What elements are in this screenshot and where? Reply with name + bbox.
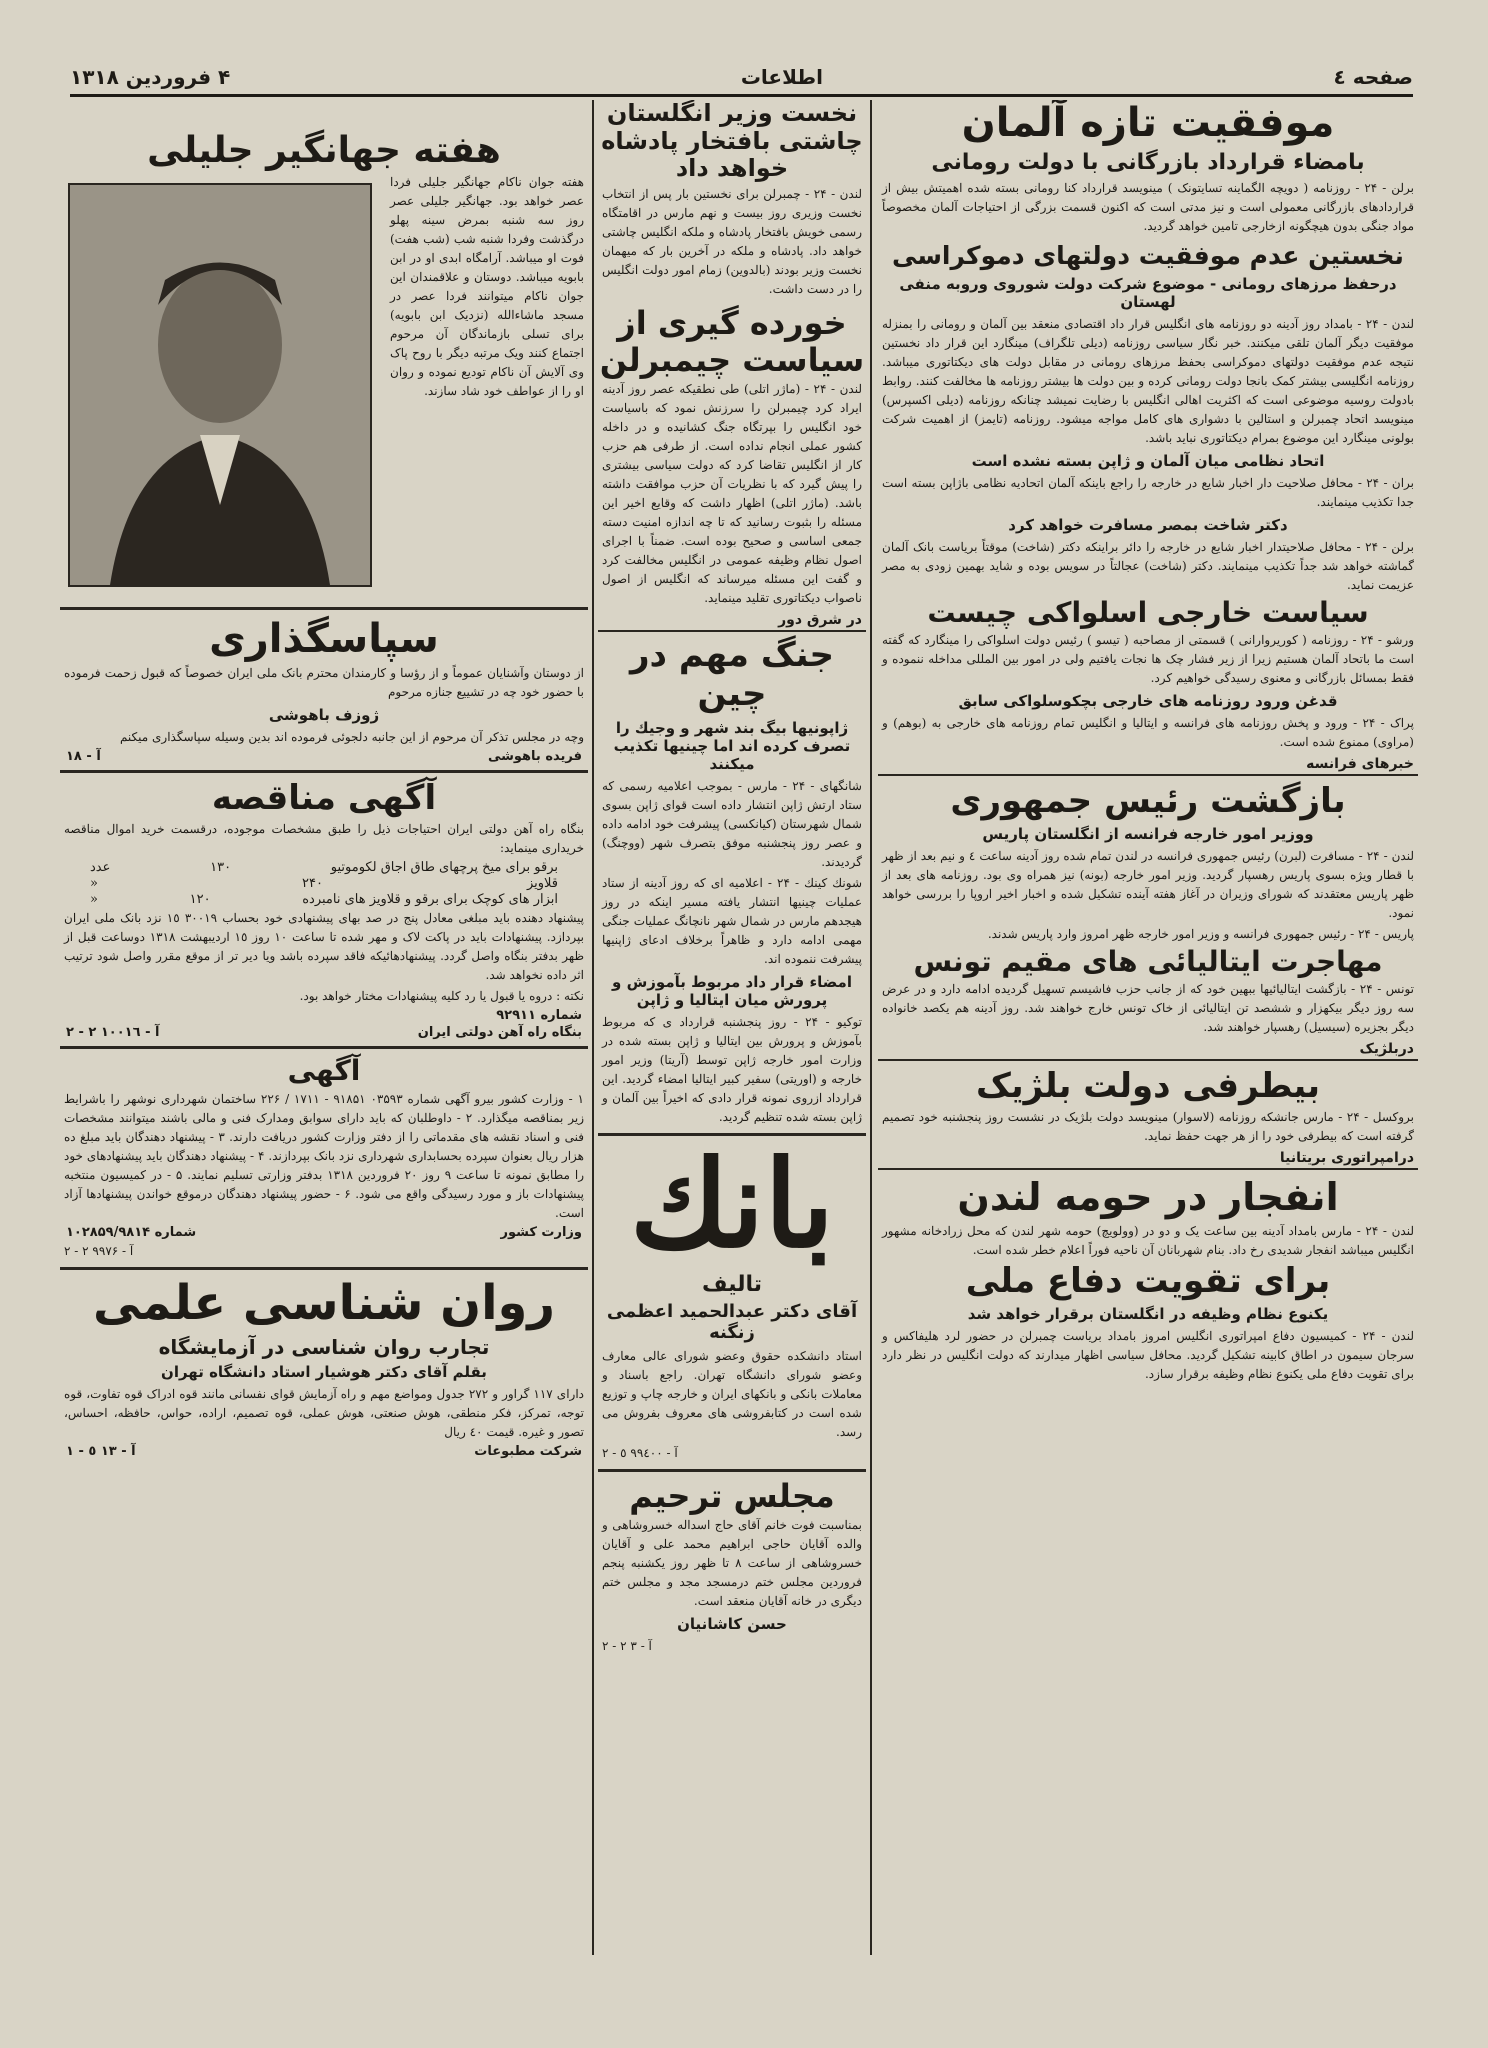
headline-germany-japan: اتحاد نظامی میان آلمان و ژاپن بسته نشده است — [971, 451, 1325, 470]
book-ad-by: تالیف — [702, 1271, 762, 1297]
subhead-china: ژاپونیها بیگ بند شهر و وجیك را تصرف کرده اند اما چینیها تکذیب میکنند — [613, 718, 851, 773]
headline-psychology-book: روان شناسی علمی — [92, 1274, 556, 1331]
article-criticism: لندن - ۲۴ - (ماژر اتلی) طی نطقیکه عصر روز آدینه ایراد کرد چیمبرلن را سرزنش نمود که باسیاست خود انگلیس را بپرتگاه جنگ کشانیده و در داخله کشور عملی انجام نداده است. از طرفی هم حزب کار از انگلیس تقاضا کرد که دولت سیاسی بیشتری را پیش گیرد که با نظریات آن حزب موافقت داشته باشد. (ماژر اتلی) اظهار داشت که وقایع اخیر این مسئله را بثبوت رسانید که تا چه اندازه امنیت دسته جمعی اساسی و صحیح بوده است. ضمناً با اجرای اصول نظام وظیفه عمومی در انگلیس مخالفت کرد و گفت این مسئله میرساند که انگلیس از اصول ناصواب دیکتاتوری تقلید مینماید. — [602, 382, 863, 606]
article-italy-japan: توکیو - ۲۴ - روز پنجشنبه قرارداد ی که مربوط بآموزش و پرورش بین ایتالیا و ژاپن بسته شده در وزارت امور خارجه ژاپن توسط (آریتا) وزیر امور خارجه و (اوریتی) سفیر کبیر ایتالیا امضاء گردید. این قرارداد ازروی نمونه قرار دادی که اخیراً بین آلمان و ژاپن بسته شده تنظیم گردید. — [602, 1014, 862, 1124]
thanks-deceased-name: ژوزف باهوشی — [268, 706, 380, 725]
memorial-text: بمناسبت فوت خانم آقای حاج اسداله خسروشاهی و والده آقایان حاجی ابراهیم محمد علی و آقایان خسروشاهی از ساعت ۸ تا ظهر روز یکشنبه پنجم فروردین مجلس ختم درمسجد مجد و مجلس ختم دیگری در خانه آقایان منعقد است. — [602, 1518, 862, 1609]
headline-memorial: مجلس ترحیم — [629, 1476, 835, 1515]
notice-signature: وزارت کشور — [500, 1224, 582, 1240]
tender-item-qty: ۱۲۰ — [189, 892, 211, 908]
tender-note: نکته : دروه یا قبول یا رد کلیه پیشنهادات مختار خواهد بود. — [299, 989, 584, 1004]
section-far-east: در شرق دور — [598, 610, 866, 632]
memorial-signature: حسن کاشانیان — [677, 1615, 787, 1634]
article-democracy: لندن - ۲۴ - بامداد روز آدینه دو روزنامه های انگلیس قرار داد اقتصادی منعقد بین آلمان و رومانی را بمنزله موفقیت دیگر آلمان تلقی میکنند. خبر نگار سیاسی روزنامه (دیلی تلگراف) مینگارد این قرار داد نخستین نتیجه عدم موفقیت دولتهای دموکراسی بحفظ مرزهای رومانی در مقابل دولت های دیکتاتوری میباشد. روزنامه انگلیسی بیشتر کمک بانجا دولت رومانی کرده و بین دولت ها بیشتر روزنامه ها مخالفت کنند. روابط بادولت روسیه موضوعی است که اکثریت اهالی انگلیس با رضایت نمیشد چنانکه روزنامه (دیلی اکسپرس) مینویسد اتحاد چمبرلن و استالین با دشواری های کامل مواجه میشود. روزنامه (تایمز) از اهمیت شرکت بولونی مینگارد این موضوع بمرام دیکتاتوری نباید باشد. — [882, 316, 1414, 445]
article-china-2: شونك كينك - ۲۴ - اعلامیه ای که روز آدینه از ستاد عملیات چینیها انتشار یافته مسیر اینکه در روز هیجدهم مارس در شمال شهر نانچانگ عملیات جنگی مهمی ادامه دارد و ظاهراً برخلاف ادعای ژاپنیها پیشرفت ننموده اند. — [602, 875, 862, 966]
divider — [60, 607, 588, 610]
article-belgium: بروکسل - ۲۴ - مارس جانشکه روزنامه (لاسوار) مینویسد دولت بلژیک در نشست روز پنجشنبه خود تصمیم گرفته است که بیطرفی خود را از هر جهت حفظ نماید. — [882, 1110, 1414, 1144]
thanks-signature: فریده باهوشی — [487, 749, 582, 765]
right-column — [878, 100, 1418, 1950]
tender-number: شماره ۹۲۹۱۱ — [496, 1008, 582, 1024]
notice-number: شماره ۱۰۲۸۵۹/۹۸۱۴ — [66, 1224, 197, 1240]
subhead-germany: بامضاء قرارداد بازرگانی با دولت رومانی — [931, 150, 1365, 175]
article-germany-japan: بران - ۲۴ - محافل صلاحیت دار اخبار شایع در خارجه را راجع باینکه آلمان اتحادیه نظامی باژاپن بسته است جدا تکذیب مینمایند. — [882, 475, 1414, 509]
section-belgium: دربلژیک — [878, 1039, 1418, 1061]
headline-tunis: مهاجرت ایتالیائی های مقیم تونس — [913, 945, 1383, 979]
tender-item-qty: ۲۴۰ — [301, 876, 323, 892]
article-defense: لندن - ۲۴ - کمیسیون دفاع امپراتوری انگلیس امروز بامداد بریاست چمبرلن در حضور لرد هلیفاکس و سرجان سیمون در اطاق کابینه تشکیل گردید. محافل سیاسی اظهار میدارند که دولت انگلیس در نظر دارد برای تقویت دفاع ملی یکنوع نظام وظیفه برقرار سازد. — [882, 1329, 1415, 1382]
headline-defense: برای تقویت دفاع ملی — [965, 1261, 1331, 1301]
headline-london-explosion: انفجار در حومه لندن — [957, 1175, 1339, 1220]
tender-intro: بنگاه راه آهن دولتی ایران احتیاجات ذیل را طبق مشخصات موجوده، درقسمت خرید اموال مناقصه خریداری مینماید: — [64, 822, 584, 856]
tender-item-qty: ۱۳۰ — [210, 860, 232, 876]
psychology-publisher: شرکت مطبوعات — [474, 1443, 582, 1459]
psychology-text: دارای ١١٧ گراور و ٢٧٢ جدول ومواضع مهم و راه آزمایش قوای نفسانی مانند قوه ادراک قوه تفاوت، قوه توجه، تمرکز، فکر منطقی، هوش صنعتی، هوش عملی، قوه تصمیم، اراده، حواس، حافظه، احساس، تصور و غیره. قیمت ٤٠ ریال — [64, 1386, 585, 1439]
psychology-code: آ - ١٣ ٥ - ١ — [66, 1443, 136, 1459]
headline-jahangir: هفته جهانگیر جلیلی — [147, 130, 501, 171]
headline-schacht: دکتر شاخت بمصر مسافرت خواهد کرد — [1008, 515, 1288, 534]
tender-item-row — [90, 892, 558, 907]
headline-czech-press: قدغن ورود روزنامه های خارجی بچکوسلواکی سابق — [958, 691, 1338, 710]
tender-item-unit: « — [90, 892, 98, 908]
middle-column — [598, 100, 866, 1950]
tender-item-name: برقو برای میخ پرچهای طاق اجاق لکوموتیو — [330, 860, 558, 876]
portrait-photo — [68, 183, 372, 587]
tender-code: آ - ١٠٠١٦ ٢ - ٢ — [66, 1025, 160, 1041]
psychology-author: بقلم آقای دکتر هوشیار استاد دانشگاه تهران — [161, 1362, 487, 1381]
section-britain: درامپراتوری بریتانیا — [878, 1148, 1418, 1170]
headline-china: جنگ مهم در چین — [629, 635, 835, 715]
column-divider — [592, 100, 594, 1955]
headline-germany: موفقیت تازه آلمان — [961, 100, 1335, 146]
column-divider — [870, 100, 872, 1955]
subhead-democracy: درحفظ مرزهای رومانی - موضوع شرکت دولت شوروی وروبه منفی لهستان — [899, 274, 1397, 311]
headline-thanks: سپاسگذاری — [209, 616, 439, 663]
headline-notice: آگهی — [287, 1054, 361, 1088]
article-czech-press: پراک - ۲۴ - ورود و پخش روزنامه های فرانسه و ایتالیا و انگلیس تمام روزنامه های خارجی به (بوهم) و (مراوی) ممنوع شده است. — [882, 715, 1415, 749]
page-number: صفحه ٤ — [1333, 65, 1413, 89]
headline-tender: آگهی مناقصه — [211, 778, 437, 819]
headline-pm-luncheon: نخست وزیر انگلستان چاشتی بافتخار پادشاه خواهد داد — [601, 100, 863, 183]
tender-items-list — [60, 860, 588, 907]
obituary-block — [60, 171, 588, 601]
article-slovakia: ورشو - ۲۴ - روزنامه ( کوریروارانی ) قسمتی از مصاحبه ( تیسو ) رئیس دولت اسلواکی را مینگارد که گفته است ما باتحاد آلمان هستیم زیرا از زیر فشار چک ها نجات یافتیم ولی در امور بین المللی مداخله ننموده و فقط بمسائل بازرگانی و معنوی رسیدگی خواهیم کرد. — [882, 632, 1415, 685]
book-ad-author: آقای دکتر عبدالحمید اعظمی زنگنه — [606, 1300, 858, 1343]
tender-item-row — [90, 860, 558, 875]
tender-terms: پیشنهاد دهنده باید مبلغی معادل پنج در صد بهای پیشنهادی خود بحساب ٣٠٠١٩ ١٥ نزد بانک ملی ایران بپردازد. پیشنهادات باید در پاکت لاک و مهر شده تا ساعت ١٠ روز ١٥ اردیبهشت ١٣١٨ دوساعت قبل از ظهر بدفتر بنگاه واصل گردد. پیشنهادهائیکه فاقد سپرده باشد ویا دیر تر از موقع مقرر واصل شود ترتیب اثر داده نخواهد شد. — [64, 911, 585, 983]
article-pm-luncheon: لندن - ۲۴ - چمبرلن برای نخستین بار پس از انتخاب نخست وزیری روز بیست و نهم مارس در اقامتگاه رسمی خویش بافتخار پادشاه و ملکه انگلیس چاشتی خواهد داد. پادشاه و ملکه در آخرین بار که میهمان نخست وزیر بودند (بالدوین) زمام امور دولت انگلیس را در دست داشت. — [602, 186, 862, 296]
portrait-illustration — [70, 185, 370, 585]
tender-footer — [66, 1008, 582, 1023]
article-london-explosion: لندن - ۲۴ - مارس بامداد آدینه بین ساعت یک و دو در (وولویچ) حومه شهر لندن که محل زرادخانه مشهور انگلیس میباشد انفجار شدیدی رخ داد. بنام شهربانان آن ناحیه فوراً اعلام خطر شده است. — [882, 1224, 1414, 1257]
thanks-code: آ - ١٨ — [66, 749, 101, 765]
article-china: شانگهای - ۲۴ - مارس - بموجب اعلامیه رسمی که ستاد ارتش ژاپن انتشار داده است قوای ژاپن بسوی شمال شهرستان (کیانکسی) پیشرفت خود ادامه داده و عصر روز پنجشنبه موفق بتصرف شهر (ووچنگ) گردیدند. — [602, 778, 862, 869]
memorial-code: آ - ۳ ٢ - ٢ — [602, 1639, 652, 1654]
divider — [60, 1267, 588, 1270]
page-header — [70, 60, 1413, 97]
divider — [60, 770, 588, 773]
book-ad-title: بانك — [629, 1133, 835, 1275]
tender-footer-2 — [66, 1025, 582, 1040]
subhead-president: ووزیر امور خارجه فرانسه از انگلستان پاریس — [982, 825, 1314, 844]
psychology-footer — [66, 1444, 582, 1459]
article-president: لندن - ۲۴ - مسافرت (لبرن) رئیس جمهوری فرانسه در لندن تمام شده روز آدینه ساعت ٤ و نیم بعد از ظهر با قطار ویژه بسوی پاریس رهسپار گردید. وزیر امور خارجه (بونه) نیز همراه وی بود. روزنامه های بعد از ظهر پاریس معتقدند که شورای وزیران در آغاز هفته آینده تشکیل شده و اخبار اخیر اروپا را بررسی خواهد نمود. — [882, 849, 1415, 921]
thanks-footer — [66, 749, 582, 764]
headline-belgium: بیطرفی دولت بلژیک — [976, 1066, 1320, 1107]
article-president-2: پاریس - ۲۴ - رئیس جمهوری فرانسه و وزیر امور خارجه ظهر امروز وارد پاریس شدند. — [987, 927, 1414, 942]
headline-criticism: خورده گیری از سیاست چیمبرلن — [599, 303, 865, 379]
tender-item-name: قلاویز — [526, 876, 558, 892]
tender-item-name: ابزار های کوچک برای برقو و قلاویز های نامبرده — [302, 892, 558, 908]
notice-code: آ - ۹۹۷۶ ٢ - ٢ — [64, 1243, 134, 1258]
newspaper-name: اطلاعات — [740, 65, 823, 89]
book-ad-code: آ - ۹۹٤٠٠ ٥ - ٢ — [602, 1445, 678, 1460]
article-germany: برلن - ۲۴ - روزنامه ( دویچه الگماینه تسایتونک ) مینویسد قرارداد کنا رومانی بسته شده اهمیتش بیش از قراردادهای بازرگانی معمولی است و نیز مدتی است که اکنون قسمت بزرگی از احتیاجات آلمان مخصوصاً مواد جنگی بدون هیچگونه ازخارجی تامین خواهد گردید. — [882, 181, 1414, 233]
article-schacht: برلن - ۲۴ - محافل صلاحیتدار اخبار شایع در خارجه را دائر براینکه دکتر (شاخت) موقتاً بریاست بانک آلمان گماشته خواهد شد جداً تکذیب مینمایند. دکتر (شاخت) عجالتاً در سویس بوده و شاید بهمین زودی به مصر عزیمت نماید. — [882, 539, 1414, 592]
tender-item-row — [90, 876, 558, 891]
obituary-text: هفته جوان ناکام جهانگیر جلیلی فردا عصر خواهد بود. جهانگیر جلیلی عصر روز سه شنبه بمرض سینه پهلو درگذشت وفردا شنبه شب (شب هفت) فوت او میباشد. آرامگاه ابدی او در ابن بابویه میباشد. دوستان و علاقمندان این جوان ناکام میتوانند فردا عصر در مسجد ماشاءالله (نزدیک ابن بابویه) برای تسلی بازماندگان آن مرحوم اجتماع کنند ویک مرتبه دیگر با روح پاک وی آلایش آن ناکام تودیع نموده و روان او را از عواطف خود شاد سازند. — [390, 175, 584, 399]
book-ad-description: استاد دانشکده حقوق وعضو شورای عالی معارف وعضو شورای دانشگاه تهران. راجع باسناد و معاملات بانکی و بانکهای ایران و خارجه چاپ و توزیع شده است در کتابفروشی های معروف بفروش می رسد. — [602, 1348, 862, 1439]
thanks-text: از دوستان وآشنایان عموماً و از رؤسا و کارمندان محترم بانک ملی ایران خصوصاً که قبول زحمت فرموده با حضور خود چه در تشییع جنازه مرحوم — [64, 666, 584, 700]
headline-italy-japan: امضاء قرار داد مربوط بآموزش و پرورش میان ایتالیا و ژاپن — [612, 972, 852, 1009]
divider — [598, 1469, 866, 1472]
psychology-subtitle: تجارب روان شناسی در آزمایشگاه — [158, 1334, 490, 1359]
tender-item-unit: « — [90, 876, 98, 892]
headline-slovakia: سیاست خارجی اسلواکی چیست — [927, 595, 1369, 629]
divider — [60, 1046, 588, 1049]
notice-footer — [66, 1225, 582, 1240]
section-france: خبرهای فرانسه — [878, 754, 1418, 776]
headline-democracy: نخستین عدم موفقیت دولتهای دموکراسی — [892, 241, 1404, 270]
notice-text: ۱ - وزارت کشور بیرو آگهی شماره ۰۳۵۹۳ ۹۱۸۵۱ - ۱۷۱۱ / ۲۲۶ ساختمان شهرداری نوشهر را باشرایط زیر بمناقصه میگذارد. ۲ - داوطلبان که باید دارای سوابق ومدارک فنی و مالی باشند میتوانند مشخصات فنی و اسناد نقشه های مقدماتی را از دفتر وزارت کشور دریافت دارند. ۳ - پیشنهاد دهندگان باید مبلغ ده هزار ریال بعنوان سپرده بحسابداری شهرداری نزد بانک بپردازند. ۴ - پیشنهاد دهندگان باید پیشنهادهای خود را مطابق نمونه تا ساعت ۹ روز ۲۰ فروردین ۱۳۱۸ بدفتر وزارتی تسلیم نمایند. ۵ - در کمیسیون منتخبه پیشنهادات باز و مورد رسیدگی واقع می شود. ۶ - حضور پیشنهاد دهندگان درموقع خواندن پیشنهادها آزاد است. — [64, 1091, 585, 1220]
thanks-text-2: وچه در مجلس تذکر آن مرحوم از این جانبه دلجوئی فرموده اند بدین وسیله سپاسگذاری میکنم — [119, 730, 584, 745]
tender-signature: بنگاه راه آهن دولتی ایران — [417, 1025, 582, 1041]
subhead-defense: یکنوع نظام وظیفه در انگلستان برقرار خواهد شد — [967, 1305, 1329, 1324]
tender-item-unit: عدد — [90, 860, 111, 876]
left-column — [60, 100, 588, 1950]
article-tunis: تونس - ۲۴ - بازگشت ایتالیائیها ببهین خود که از جانب حزب فاشیسم تسهیل گردیده ادامه دارد و در عرض سه روز دیگر بیکهزار و ششصد تن ایتالیائی از خاک تونس خارج خواهند شد. روز آدینه هم یکصد خانواده دیگر بجزیره (سیسیل) رهسپار خواهند شد. — [882, 982, 1414, 1035]
headline-president: بازگشت رئیس جمهوری — [950, 780, 1346, 821]
issue-date: ۴ فروردین ۱۳۱۸ — [70, 65, 231, 89]
